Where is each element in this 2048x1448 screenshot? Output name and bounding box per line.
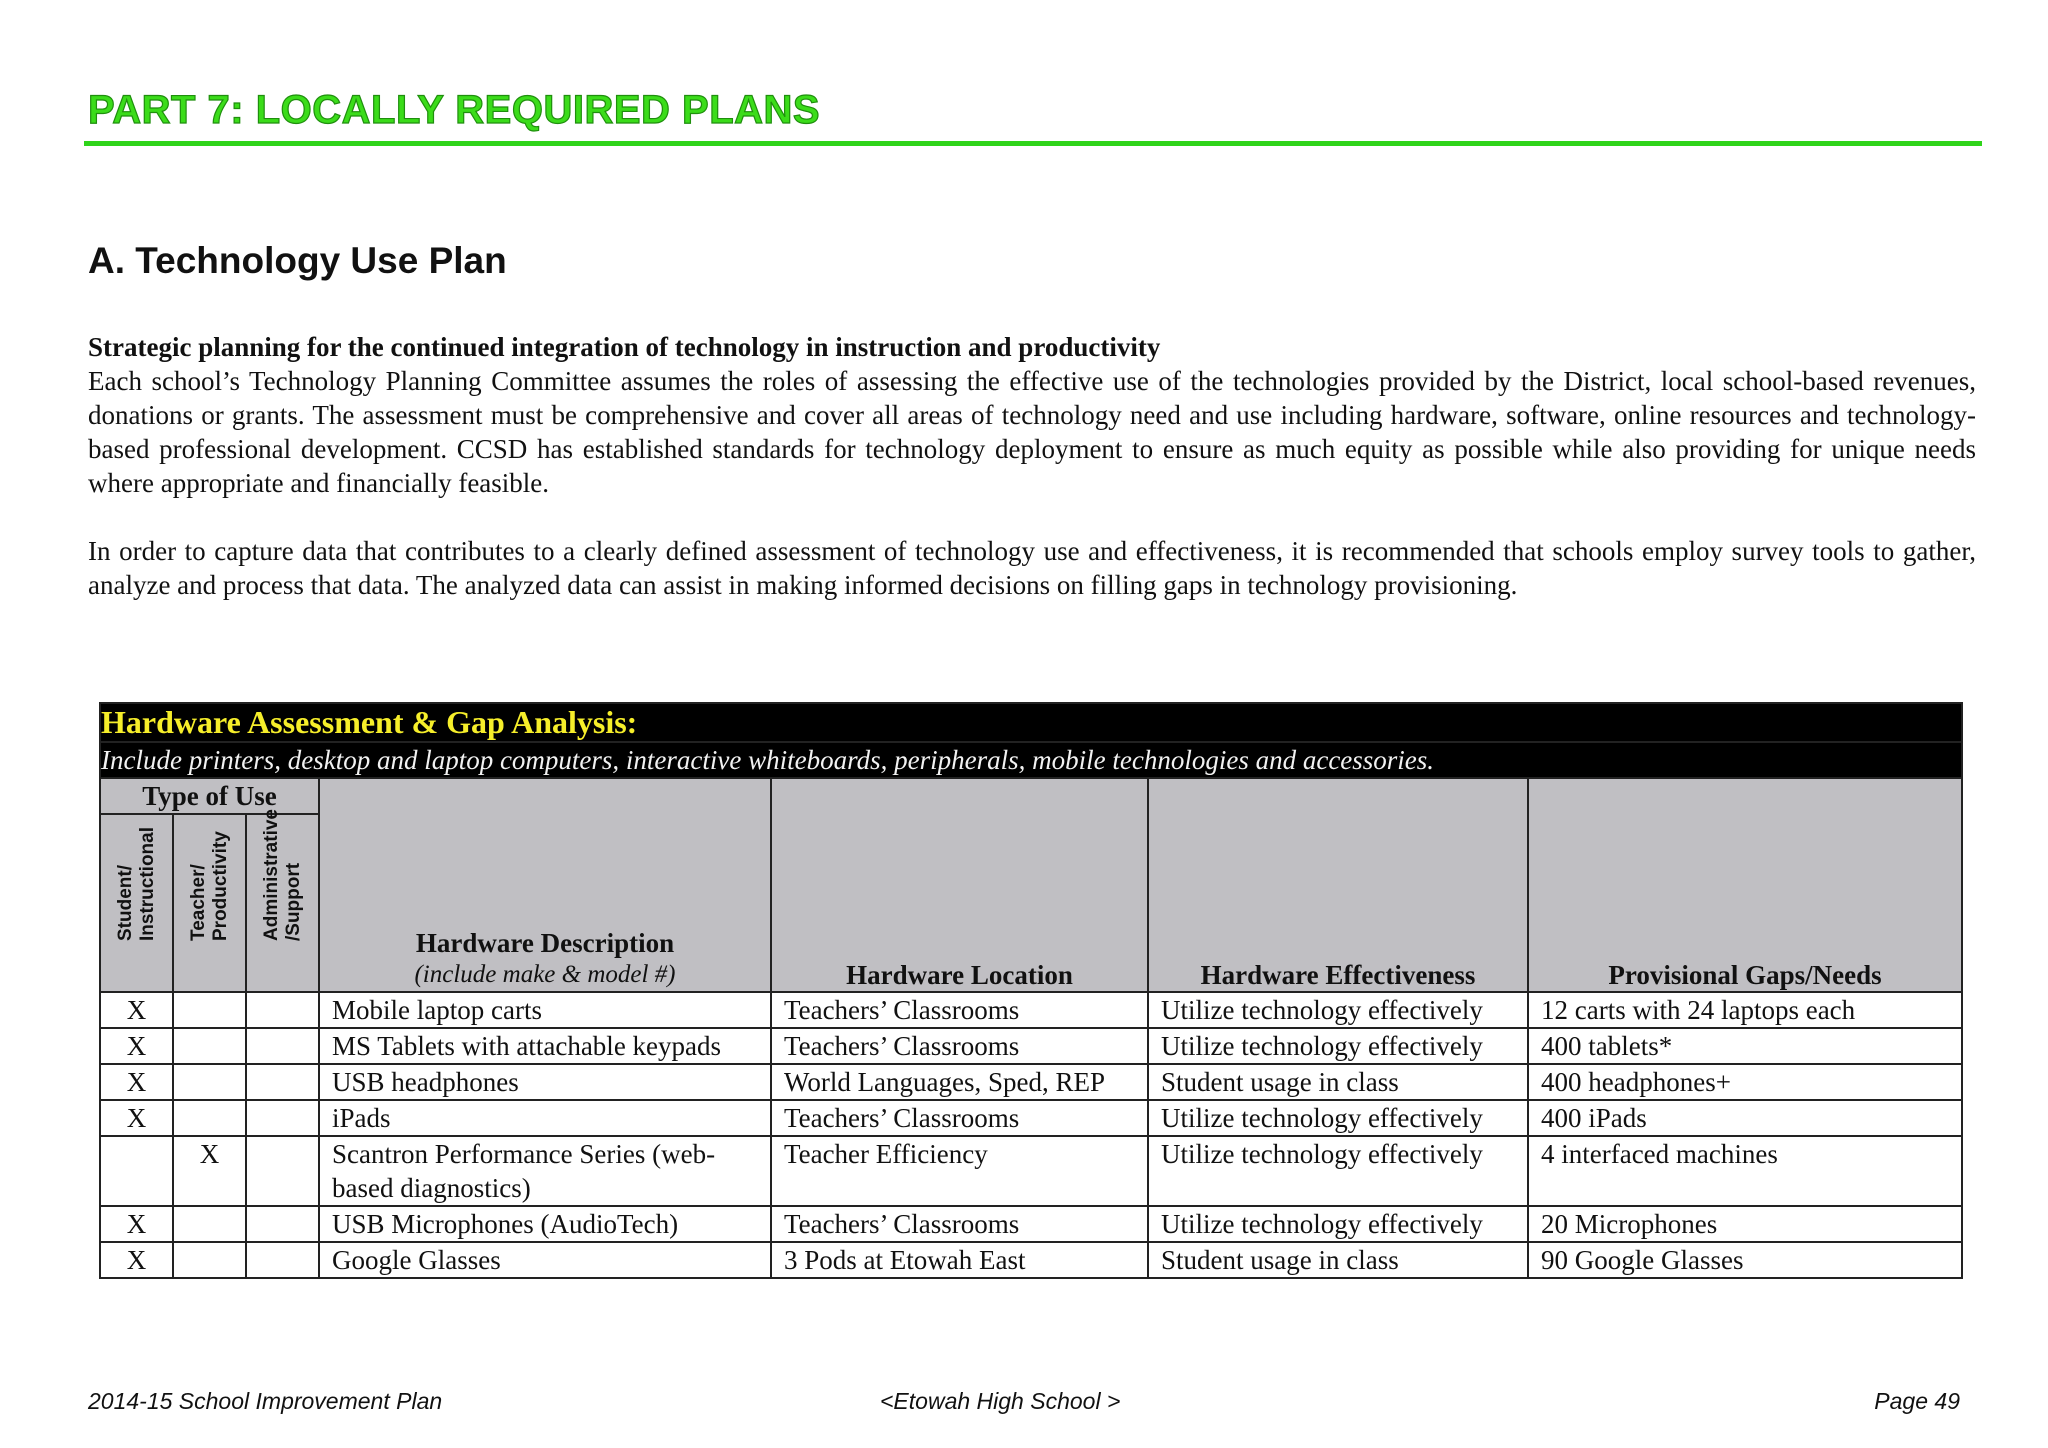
effectiveness-cell: Student usage in class — [1148, 1064, 1528, 1100]
teacher-mark — [173, 1206, 246, 1242]
location-cell: World Languages, Sped, REP — [771, 1064, 1148, 1100]
description-header-sub: (include make & model #) — [414, 961, 676, 988]
effectiveness-cell: Utilize technology effectively — [1148, 1206, 1528, 1242]
teacher-mark — [173, 992, 246, 1028]
student-mark: X — [100, 1028, 173, 1064]
teacher-mark — [173, 1100, 246, 1136]
intro-paragraph-2: In order to capture data that contributes to a clearly defined assessment of technology use and effectiveness, it is recommended that schools employ survey tools to gather, analyze and process that data. The analyzed data can assist in making informed decisions on filling gaps in technology provisioning. — [88, 536, 1976, 600]
gaps-cell: 20 Microphones — [1528, 1206, 1962, 1242]
gaps-cell: 400 iPads — [1528, 1100, 1962, 1136]
location-header: Hardware Location — [771, 778, 1148, 992]
gaps-cell: 90 Google Glasses — [1528, 1242, 1962, 1278]
teacher-mark — [173, 1028, 246, 1064]
admin-mark — [246, 1100, 319, 1136]
use-col-administrative: Administrative /Support — [246, 814, 319, 992]
admin-mark — [246, 992, 319, 1028]
table-row — [100, 1242, 1962, 1278]
intro-lead: Strategic planning for the continued integration of technology in instruction and productivity — [88, 332, 1161, 362]
part-title: PART 7: LOCALLY REQUIRED PLANS — [88, 88, 821, 132]
gaps-cell: 400 headphones+ — [1528, 1064, 1962, 1100]
effectiveness-cell: Utilize technology effectively — [1148, 1136, 1528, 1206]
teacher-mark: X — [173, 1136, 246, 1206]
student-mark: X — [100, 1206, 173, 1242]
table-row — [100, 992, 1962, 1028]
use-col-teacher: Teacher/ Productivity — [173, 814, 246, 992]
type-of-use-header: Type of Use — [100, 778, 319, 814]
teacher-mark — [173, 1242, 246, 1278]
description-cell: Google Glasses — [319, 1242, 771, 1278]
table-row — [100, 1136, 1962, 1206]
description-cell: iPads — [319, 1100, 771, 1136]
gaps-cell: 400 tablets* — [1528, 1028, 1962, 1064]
table-row — [100, 1100, 1962, 1136]
use-col-student: Student/ Instructional — [100, 814, 173, 992]
admin-mark — [246, 1136, 319, 1206]
table-row — [100, 1064, 1962, 1100]
intro-paragraph-1: Each school’s Technology Planning Committee assumes the roles of assessing the effective use of the technologies provided by the District, local school-based revenues, donations or grants. The assessment must be comprehensive and cover all areas of technology need and use including hardware, software, online resources and technology-based professional development. CCSD has established standards for technology deployment to ensure as much equity as possible while also providing for unique needs where appropriate and financially feasible. — [88, 366, 1976, 498]
gaps-cell: 4 interfaced machines — [1528, 1136, 1962, 1206]
admin-mark — [246, 1242, 319, 1278]
effectiveness-cell: Utilize technology effectively — [1148, 1100, 1528, 1136]
hardware-assessment-table — [99, 702, 1963, 1279]
effectiveness-cell: Student usage in class — [1148, 1242, 1528, 1278]
description-cell: USB headphones — [319, 1064, 771, 1100]
table-subtitle: Include printers, desktop and laptop computers, interactive whiteboards, peripherals, mobile technologies and accessories. — [100, 742, 1962, 778]
description-cell: USB Microphones (AudioTech) — [319, 1206, 771, 1242]
location-cell: Teachers’ Classrooms — [771, 992, 1148, 1028]
gaps-cell: 12 carts with 24 laptops each — [1528, 992, 1962, 1028]
location-cell: Teacher Efficiency — [771, 1136, 1148, 1206]
description-cell: Mobile laptop carts — [319, 992, 771, 1028]
description-cell: Scantron Performance Series (web-based diagnostics) — [319, 1136, 771, 1206]
location-cell: Teachers’ Classrooms — [771, 1100, 1148, 1136]
student-mark: X — [100, 992, 173, 1028]
admin-mark — [246, 1206, 319, 1242]
effectiveness-cell: Utilize technology effectively — [1148, 992, 1528, 1028]
table-title: Hardware Assessment & Gap Analysis: — [100, 703, 1962, 742]
effectiveness-cell: Utilize technology effectively — [1148, 1028, 1528, 1064]
location-cell: Teachers’ Classrooms — [771, 1206, 1148, 1242]
student-mark: X — [100, 1242, 173, 1278]
table-row — [100, 1028, 1962, 1064]
description-cell: MS Tablets with attachable keypads — [319, 1028, 771, 1064]
student-mark: X — [100, 1100, 173, 1136]
teacher-mark — [173, 1064, 246, 1100]
table-row — [100, 1206, 1962, 1242]
location-cell: 3 Pods at Etowah East — [771, 1242, 1148, 1278]
part-title-rule — [84, 141, 1982, 146]
location-cell: Teachers’ Classrooms — [771, 1028, 1148, 1064]
footer-left: 2014-15 School Improvement Plan — [88, 1388, 443, 1414]
intro-text — [88, 330, 1976, 602]
student-mark: X — [100, 1064, 173, 1100]
description-header — [319, 778, 771, 992]
admin-mark — [246, 1064, 319, 1100]
footer-page-number: Page 49 — [1874, 1388, 1960, 1414]
gaps-header: Provisional Gaps/Needs — [1528, 778, 1962, 992]
effectiveness-header: Hardware Effectiveness — [1148, 778, 1528, 992]
admin-mark — [246, 1028, 319, 1064]
student-mark — [100, 1136, 173, 1206]
footer-center: <Etowah High School > — [880, 1388, 1121, 1414]
section-title: A. Technology Use Plan — [88, 240, 507, 281]
description-header-label: Hardware Description — [415, 928, 675, 958]
